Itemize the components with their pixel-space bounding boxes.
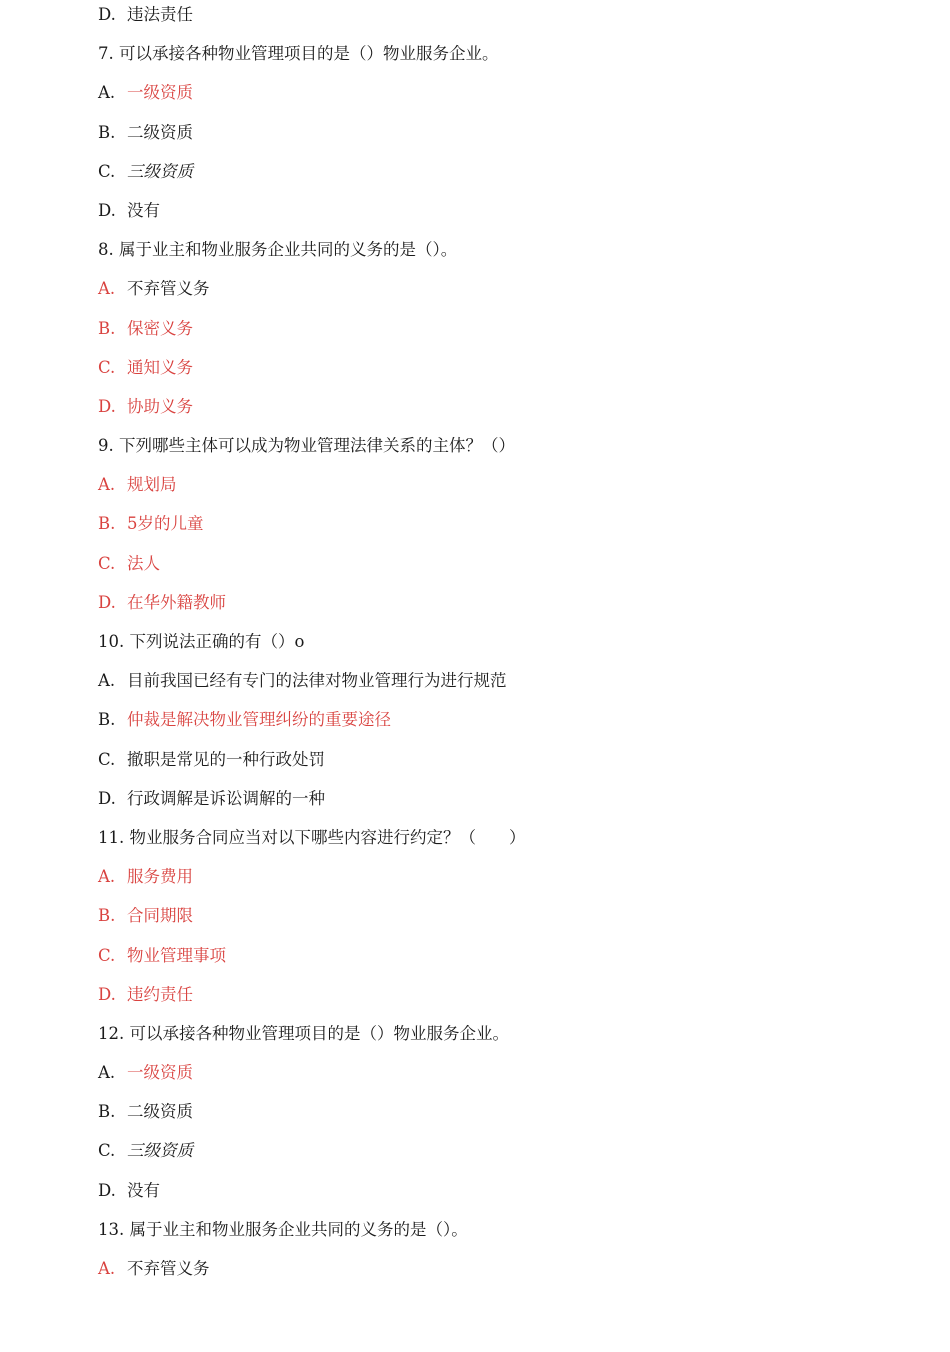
- answer-option: [98, 553, 898, 592]
- question-number: 7.: [98, 44, 114, 64]
- question-text: 属于业主和物业服务企业共同的义务的是（）。: [119, 240, 458, 260]
- option-text: 在华外籍教师: [127, 592, 226, 612]
- answer-option: [98, 396, 898, 435]
- option-letter: C.: [98, 945, 116, 965]
- option-letter: D.: [98, 788, 116, 808]
- option-letter: C.: [98, 1141, 116, 1161]
- option-text: 违约责任: [127, 984, 193, 1004]
- question-number: 9.: [98, 436, 114, 456]
- option-letter: D.: [98, 1180, 116, 1200]
- option-text: 协助义务: [127, 396, 193, 416]
- answer-option: [98, 161, 898, 200]
- answer-option: [98, 474, 898, 513]
- option-letter: B.: [98, 710, 116, 730]
- option-letter: A.: [98, 83, 116, 103]
- answer-option: [98, 278, 898, 317]
- option-letter: D.: [98, 200, 116, 220]
- answer-option: [98, 592, 898, 631]
- option-text: 二级资质: [127, 122, 193, 142]
- option-letter: B.: [98, 122, 116, 142]
- answer-option: [98, 318, 898, 357]
- question-stem: [98, 827, 898, 866]
- option-text: 一级资质: [127, 1063, 193, 1083]
- question-stem: [98, 631, 898, 670]
- option-letter: D.: [98, 984, 116, 1004]
- option-letter: A.: [98, 671, 116, 691]
- option-text: 规划局: [127, 475, 177, 495]
- option-text: 撤职是常见的一种行政处罚: [127, 749, 325, 769]
- answer-option: [98, 749, 898, 788]
- question-text: 可以承接各种物业管理项目的是（）物业服务企业。: [129, 1023, 509, 1043]
- answer-option: [98, 357, 898, 396]
- option-text: 二级资质: [127, 1102, 193, 1122]
- option-text: 没有: [127, 200, 160, 220]
- option-text: 服务费用: [127, 867, 193, 887]
- answer-option: [98, 1180, 898, 1219]
- document-body: [98, 4, 898, 1297]
- question-text: 下列哪些主体可以成为物业管理法律关系的主体？（）: [119, 436, 515, 456]
- answer-option: [98, 200, 898, 239]
- answer-option: [98, 866, 898, 905]
- option-letter: A.: [98, 475, 116, 495]
- answer-option: [98, 670, 898, 709]
- question-text: 物业服务合同应当对以下哪些内容进行约定？（ ）: [129, 827, 526, 847]
- option-text: 目前我国已经有专门的法律对物业管理行为进行规范: [127, 671, 507, 691]
- answer-option: [98, 513, 898, 552]
- answer-option: [98, 1101, 898, 1140]
- option-text: 一级资质: [127, 83, 193, 103]
- option-letter: C.: [98, 749, 116, 769]
- option-letter: B.: [98, 906, 116, 926]
- question-number: 12.: [98, 1023, 125, 1043]
- option-text: 三级资质: [127, 161, 193, 181]
- option-letter: B.: [98, 318, 116, 338]
- option-letter: D.: [98, 592, 116, 612]
- option-text: 通知义务: [127, 357, 193, 377]
- option-letter: C.: [98, 553, 116, 573]
- answer-option: [98, 788, 898, 827]
- question-stem: [98, 1023, 898, 1062]
- question-text: 可以承接各种物业管理项目的是（）物业服务企业。: [119, 44, 499, 64]
- answer-option: [98, 1062, 898, 1101]
- question-number: 10.: [98, 632, 125, 651]
- option-text: 不弃管义务: [127, 279, 210, 299]
- answer-option: [98, 4, 898, 43]
- option-text: 违法责任: [127, 5, 193, 24]
- answer-option: [98, 122, 898, 161]
- question-number: 11.: [98, 827, 125, 847]
- question-stem: [98, 43, 898, 82]
- option-text: 不弃管义务: [127, 1259, 210, 1278]
- question-text: 属于业主和物业服务企业共同的义务的是（）。: [129, 1219, 468, 1239]
- answer-option: [98, 1140, 898, 1179]
- question-stem: [98, 239, 898, 278]
- answer-option: [98, 905, 898, 944]
- question-stem: [98, 435, 898, 474]
- answer-option: [98, 984, 898, 1023]
- question-stem: [98, 1219, 898, 1258]
- answer-option: [98, 945, 898, 984]
- option-text: 行政调解是诉讼调解的一种: [127, 788, 325, 808]
- option-text: 法人: [127, 553, 160, 573]
- answer-option: [98, 82, 898, 121]
- option-letter: D.: [98, 396, 116, 416]
- option-letter: A.: [98, 867, 116, 887]
- question-number: 8.: [98, 240, 114, 260]
- answer-option: [98, 1258, 898, 1297]
- option-letter: A.: [98, 279, 116, 299]
- option-letter: A.: [98, 1259, 116, 1278]
- option-letter: B.: [98, 514, 116, 534]
- option-letter: C.: [98, 357, 116, 377]
- option-text: 合同期限: [127, 906, 193, 926]
- option-text: 三级资质: [127, 1141, 193, 1161]
- option-text: 5岁的儿童: [127, 514, 204, 534]
- option-text: 没有: [127, 1180, 160, 1200]
- question-number: 13.: [98, 1219, 125, 1239]
- option-letter: A.: [98, 1063, 116, 1083]
- option-letter: B.: [98, 1102, 116, 1122]
- option-letter: D.: [98, 5, 116, 24]
- option-text: 物业管理事项: [127, 945, 226, 965]
- question-text: 下列说法正确的有（）o: [129, 632, 305, 651]
- option-letter: C.: [98, 161, 116, 181]
- option-text: 保密义务: [127, 318, 193, 338]
- answer-option: [98, 709, 898, 748]
- option-text: 仲裁是解决物业管理纠纷的重要途径: [127, 710, 391, 730]
